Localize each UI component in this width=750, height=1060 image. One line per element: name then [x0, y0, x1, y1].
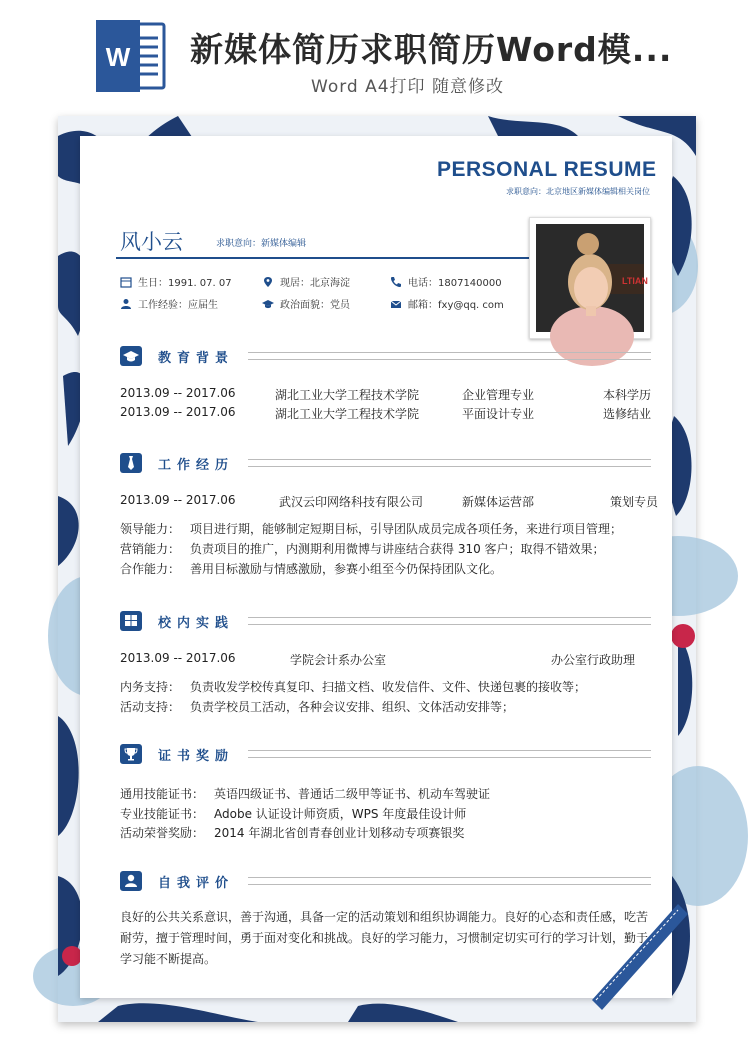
graduation-cap-icon — [120, 346, 142, 366]
education-badge — [120, 346, 142, 366]
campus-item-1-text: 负责收发学校传真复印、扫描文档、收发信件、文件、快递包裹的接收等； — [190, 680, 587, 694]
edu-1-period: 2013.09 -- 2017.06 — [120, 386, 236, 400]
graduation-cap-icon — [262, 298, 274, 310]
edu-1-degree: 本科学历 — [603, 388, 652, 402]
work-badge — [120, 453, 142, 473]
edu-2-school: 湖北工业大学工程技术学院 — [275, 407, 420, 421]
svg-text:W: W — [105, 42, 131, 72]
work-dept: 新媒体运营部 — [462, 495, 535, 509]
info-phone: 电话：1807140000 — [390, 274, 502, 289]
section-education-header — [120, 346, 651, 368]
work-role: 策划专员 — [610, 495, 659, 509]
campus-org: 学院会计系办公室 — [290, 653, 387, 667]
document-title: 新媒体简历求职简历Word模... — [190, 30, 673, 69]
campus-item-1-label: 内务支持： — [120, 680, 181, 694]
section-title: 证书奖励 — [158, 749, 235, 764]
section-divider — [248, 750, 651, 758]
work-item-1-text: 项目进行期，能够制定短期目标，引导团队成员完成各项任务，来进行项目管理； — [190, 522, 623, 536]
edu-2-major: 平面设计专业 — [462, 407, 535, 421]
section-title: 教育背景 — [158, 351, 235, 366]
campus-role: 办公室行政助理 — [551, 653, 636, 667]
section-title: 校内实践 — [158, 616, 235, 631]
info-email: 邮箱：fxy@qq. com — [390, 296, 504, 311]
campus-item-2-label: 活动支持： — [120, 700, 181, 714]
section-divider — [248, 352, 651, 360]
info-experience: 工作经验：应届生 — [120, 296, 218, 311]
svg-text:LTIAN: LTIAN — [622, 276, 648, 286]
campus-period: 2013.09 -- 2017.06 — [120, 651, 236, 665]
section-title: 工作经历 — [158, 458, 235, 473]
section-self-header — [120, 871, 651, 893]
section-campus-header — [120, 611, 651, 633]
profile-photo — [536, 224, 648, 332]
photo-frame — [529, 217, 651, 339]
resume-heading: PERSONAL RESUME — [437, 158, 657, 181]
phone-icon — [390, 276, 402, 288]
tie-icon — [120, 453, 142, 473]
work-company: 武汉云印网络科技有限公司 — [279, 495, 424, 509]
person-icon — [120, 298, 132, 310]
cert-3-label: 活动荣誉奖励： — [120, 826, 205, 840]
job-intent: 求职意向：新媒体编辑 — [216, 239, 307, 249]
edu-1-school: 湖北工业大学工程技术学院 — [275, 388, 420, 402]
edu-1-major: 企业管理专业 — [462, 388, 535, 402]
trophy-icon — [120, 744, 142, 764]
work-period: 2013.09 -- 2017.06 — [120, 493, 236, 507]
work-item-2-text: 负责项目的推广，内测期利用微博与讲座结合获得 310 客户；取得不错效果； — [190, 542, 605, 556]
section-divider — [248, 617, 651, 625]
work-item-1-label: 领导能力： — [120, 522, 181, 536]
section-divider — [248, 877, 651, 885]
cert-1-label: 通用技能证书： — [120, 787, 205, 801]
resume-heading-sub: 求职意向：北京地区新媒体编辑相关岗位 — [506, 187, 650, 196]
work-item-2-label: 营销能力： — [120, 542, 181, 556]
section-title: 自我评价 — [158, 876, 235, 891]
info-residence: 现居：北京海淀 — [262, 274, 350, 289]
email-icon — [390, 298, 402, 310]
user-icon — [120, 871, 142, 891]
calendar-icon — [120, 276, 132, 288]
section-certs-header — [120, 744, 651, 766]
cert-1-text: 英语四级证书、普通话二级甲等证书、机动车驾驶证 — [214, 787, 491, 801]
page-header — [0, 0, 750, 108]
certs-badge — [120, 744, 142, 764]
cert-2-text: Adobe 认证设计师资质，WPS 年度最佳设计师 — [214, 807, 467, 821]
campus-item-2-text: 负责学校员工活动，各种会议安排、组织、文体活动安排等； — [190, 700, 515, 714]
name-underline — [116, 257, 536, 259]
candidate-name: 风小云 — [120, 230, 183, 254]
windows-icon — [120, 611, 142, 631]
work-item-3-text: 善用目标激励与情感激励，参赛小组至今仍保持团队文化。 — [190, 562, 503, 576]
self-badge — [120, 871, 142, 891]
edu-2-degree: 选修结业 — [603, 407, 652, 421]
work-item-3-label: 合作能力： — [120, 562, 181, 576]
cert-2-label: 专业技能证书： — [120, 807, 205, 821]
self-evaluation-text: 良好的公共关系意识，善于沟通，具备一定的活动策划和组织协调能力。良好的心态和责任感，吃苦耐劳，擅于管理时间，勇于面对变化和挑战。良好的学习能力，习惯制定切实可行的学习计划，勤于学习能不断提高。 — [120, 910, 649, 966]
campus-badge — [120, 611, 142, 631]
document-subtitle: Word A4打印 随意修改 — [311, 77, 504, 97]
edu-2-period: 2013.09 -- 2017.06 — [120, 405, 236, 419]
section-divider — [248, 459, 651, 467]
word-icon — [96, 20, 166, 92]
info-birth: 生日：1991. 07. 07 — [120, 274, 232, 289]
info-politics: 政治面貌：党员 — [262, 296, 350, 311]
cert-3-text: 2014 年湖北省创青春创业计划移动专项赛银奖 — [214, 826, 465, 840]
section-work-header — [120, 453, 651, 475]
location-pin-icon — [262, 276, 274, 288]
